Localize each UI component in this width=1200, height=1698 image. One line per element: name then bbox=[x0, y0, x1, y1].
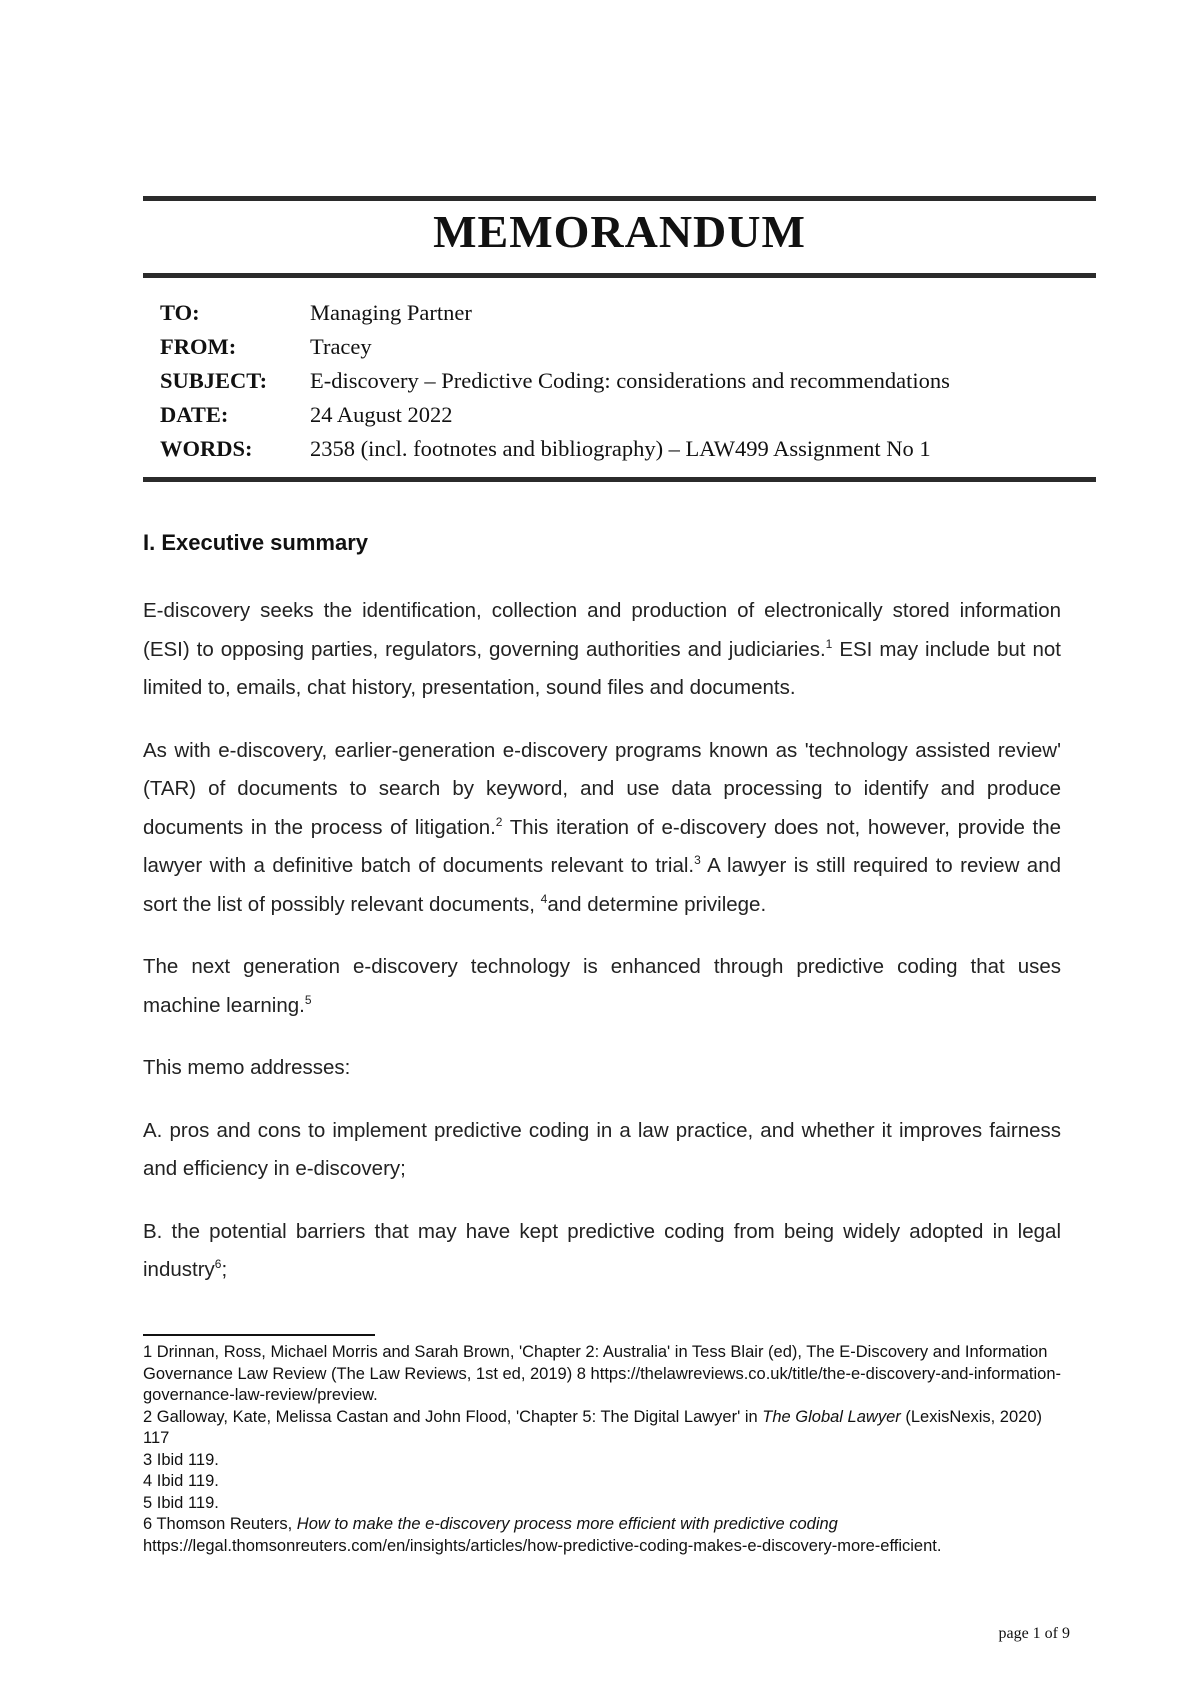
footnote-ref: 4 bbox=[540, 891, 548, 906]
field-value: E-discovery – Predictive Coding: considerations and recommendations bbox=[310, 368, 950, 393]
footnote bbox=[143, 1514, 1063, 1557]
italic-title: How to make the e-discovery process more efficient with predictive coding bbox=[296, 1515, 838, 1533]
paragraph bbox=[143, 1213, 1061, 1290]
section-heading: I. Executive summary bbox=[143, 530, 369, 555]
footnote-ref: 6 bbox=[214, 1257, 222, 1272]
field-value: 2358 (incl. footnotes and bibliography) – LAW499 Assignment No 1 bbox=[310, 436, 931, 461]
top-rule bbox=[143, 196, 1096, 201]
text: 2 Galloway, Kate, Melissa Castan and John Flood, 'Chapter 5: The Digital Lawyer' in bbox=[143, 1407, 763, 1426]
footnote bbox=[143, 1407, 1063, 1450]
field-words bbox=[160, 432, 950, 466]
text: The next generation e-discovery technology is enhanced through predictive coding that uses machine learning. bbox=[143, 955, 1061, 1017]
text: 6 Thomson Reuters, bbox=[143, 1515, 297, 1533]
paragraph bbox=[143, 732, 1061, 925]
field-date bbox=[160, 398, 950, 432]
field-to bbox=[160, 296, 950, 330]
footnote-ref: 3 bbox=[694, 853, 701, 868]
footnote-ref: 2 bbox=[495, 814, 503, 829]
text: ; bbox=[221, 1258, 228, 1281]
paragraph bbox=[143, 592, 1061, 708]
paragraph: A. pros and cons to implement predictive coding in a law practice, and whether it improves fairness and efficiency in e-discovery; bbox=[143, 1118, 1061, 1180]
text: This iteration of e-discovery does not, however, provide the lawyer with a definitive batch of documents relevant to trial. bbox=[143, 815, 1062, 877]
field-value: Tracey bbox=[310, 334, 372, 359]
text: (LexisNexis, 2020) 117 bbox=[143, 1407, 1042, 1447]
field-value: 24 August 2022 bbox=[310, 402, 453, 427]
text: ESI may include but not limited to, emails, chat history, presentation, sound files and documents. bbox=[143, 637, 1061, 699]
text: As with e-discovery, earlier-generation e-discovery programs known as 'technology assisted review' (TAR) of documents to search by keyword, and use data processing to identify and produce documents in the process of litigation. bbox=[143, 738, 1061, 839]
field-label: DATE: bbox=[160, 402, 229, 427]
footnote: 3 Ibid 119. bbox=[143, 1450, 219, 1469]
footnote: 1 Drinnan, Ross, Michael Morris and Sarah Brown, 'Chapter 2: Australia' in Tess Blair (ed), The E-Discovery and Information Governance Law Review (The Law Reviews, 1st ed, 2019) 8 https://thelawreviews.co.uk/title/the-e-discovery-and-information-governance-law-review/preview. bbox=[143, 1343, 1061, 1404]
footnote: 4 Ibid 119. bbox=[143, 1472, 219, 1490]
paragraph bbox=[143, 948, 1061, 1025]
text: B. the potential barriers that may have kept predictive coding from being widely adopted in legal industry bbox=[143, 1219, 1061, 1281]
footnote-separator bbox=[143, 1334, 375, 1336]
field-value: Managing Partner bbox=[310, 300, 472, 325]
footnote: 5 Ibid 119. bbox=[143, 1493, 219, 1512]
footnotes bbox=[143, 1342, 1063, 1557]
field-from bbox=[160, 330, 950, 364]
field-subject bbox=[160, 364, 950, 398]
field-label: WORDS: bbox=[160, 436, 253, 461]
text: and determine privilege. bbox=[547, 892, 767, 916]
paragraph: This memo addresses: bbox=[143, 1056, 351, 1079]
field-label: FROM: bbox=[160, 334, 237, 359]
memo-title: MEMORANDUM bbox=[433, 206, 806, 257]
header-bottom-rule bbox=[143, 477, 1096, 482]
page-number: page 1 of 9 bbox=[998, 1625, 1070, 1642]
field-label: TO: bbox=[160, 300, 200, 325]
footnote-ref: 1 bbox=[825, 636, 833, 651]
italic-title: The Global Lawyer bbox=[762, 1407, 901, 1426]
memo-header-fields bbox=[160, 296, 950, 466]
body-text bbox=[143, 592, 1061, 1314]
field-label: SUBJECT: bbox=[160, 368, 268, 393]
footnote-link: https://legal.thomsonreuters.com/en/insights/articles/how-predictive-coding-makes-e-discovery-more-efficient. bbox=[143, 1536, 942, 1555]
text: A lawyer is still required to review and sort the list of possibly relevant documents, bbox=[143, 854, 1061, 916]
text: E-discovery seeks the identification, collection and production of electronically stored information (ESI) to opposing parties, regulators, governing authorities and judiciaries. bbox=[143, 599, 1061, 661]
title-rule bbox=[143, 273, 1096, 278]
footnote-ref: 5 bbox=[304, 992, 312, 1007]
